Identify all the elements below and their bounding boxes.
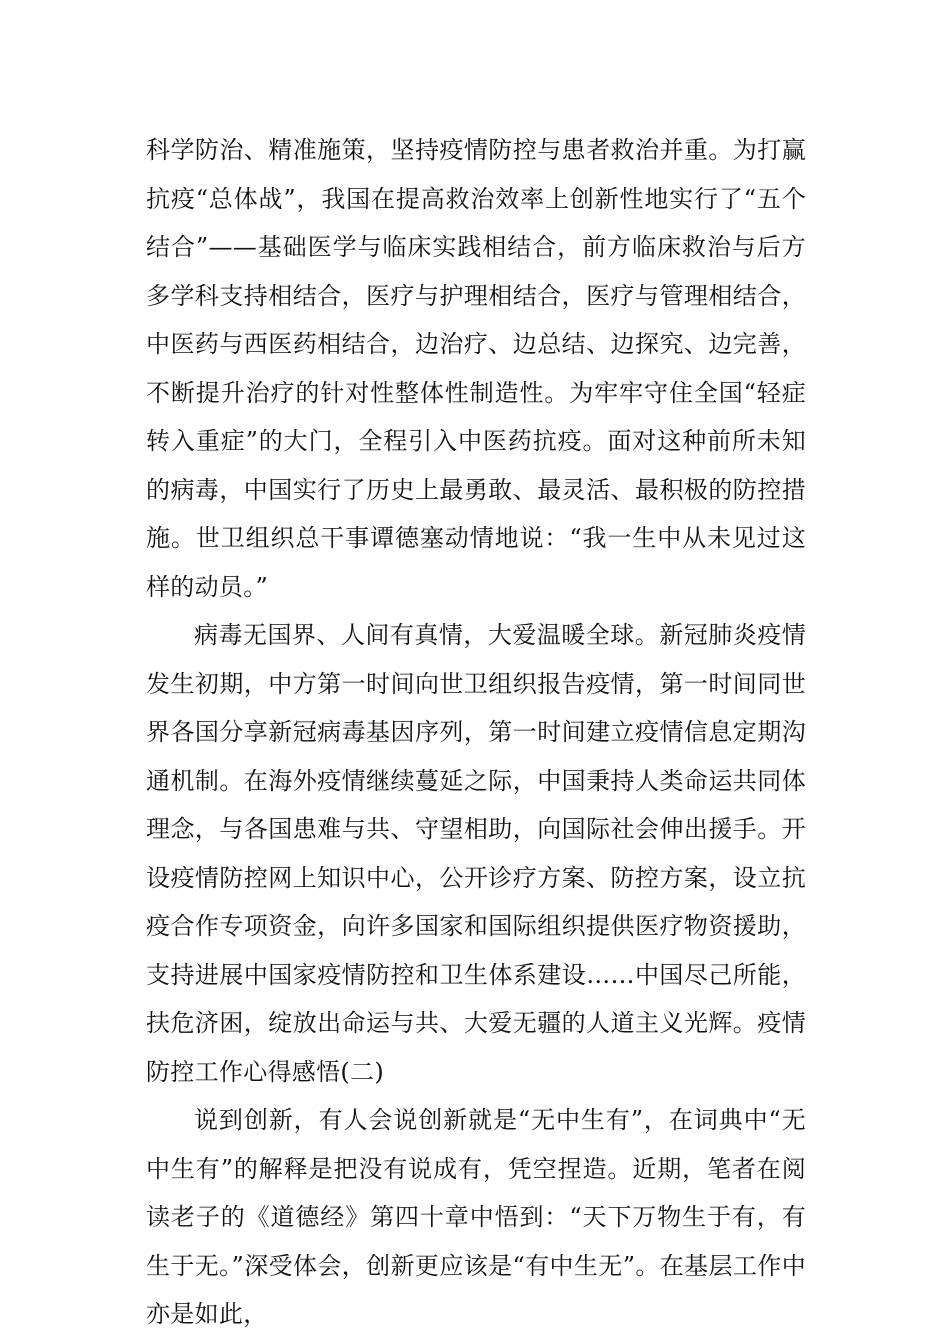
document-page [146,126,806,1339]
paragraph-2: 病毒无国界、人间有真情，大爱温暖全球。新冠肺炎疫情发生初期，中方第一时间向世卫组织报告疫情，第一时间同世界各国分享新冠病毒基因序列，第一时间建立疫情信息定期沟通机制。在海外疫情继续蔓延之际，中国秉持人类命运共同体理念，与各国患难与共、守望相助，向国际社会伸出援手。开设疫情防控网上知识中心，公开诊疗方案、防控方案，设立抗疫合作专项资金，向许多国家和国际组织提供医疗物资援助，支持进展中国家疫情防控和卫生体系建设……中国尽己所能，扶危济困，绽放出命运与共、大爱无疆的人道主义光辉。疫情防控工作心得感悟(二) [146,621,806,1086]
paragraph-3: 说到创新，有人会说创新就是“无中生有”，在词典中“无中生有”的解释是把没有说成有，凭空捏造。近期，笔者在阅读老子的《道德经》第四十章中悟到：“天下万物生于有，有生于无。”深受体会，创新更应该是“有中生无”。在基层工作中亦是如此， [146,1106,806,1328]
paragraph-1: 科学防治、精准施策，坚持疫情防控与患者救治并重。为打赢抗疫“总体战”，我国在提高救治效率上创新性地实行了“五个结合”——基础医学与临床实践相结合，前方临床救治与后方多学科支持相结合，医疗与护理相结合，医疗与管理相结合，中医药与西医药相结合，边治疗、边总结、边探究、边完善，不断提升治疗的针对性整体性制造性。为牢牢守住全国“轻症转入重症”的大门，全程引入中医药抗疫。面对这种前所未知的病毒，中国实行了历史上最勇敢、最灵活、最积极的防控措施。世卫组织总干事谭德塞动情地说：“我一生中从未见过这样的动员。” [146,136,806,601]
